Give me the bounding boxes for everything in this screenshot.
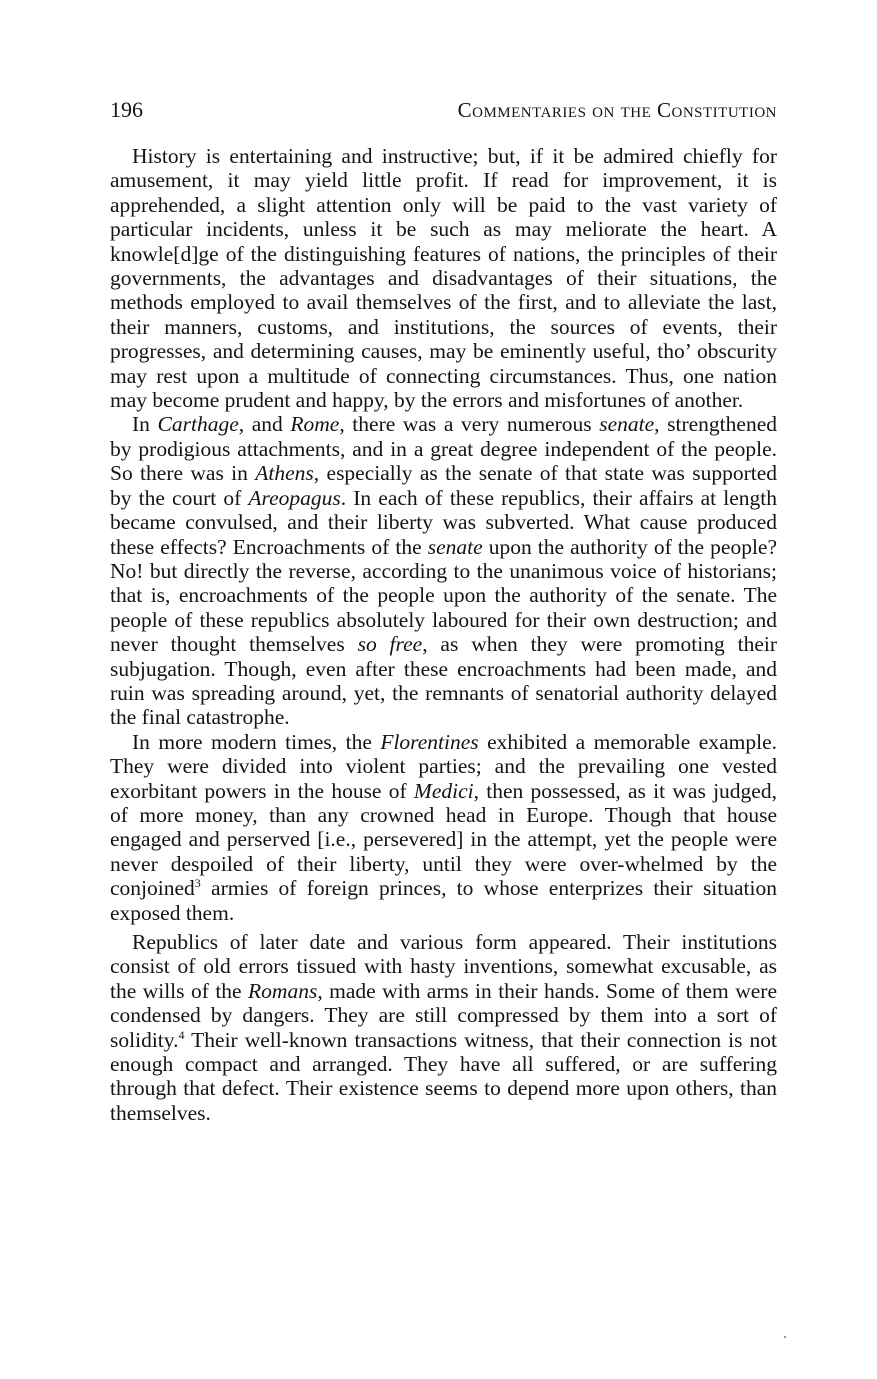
italic-text-run: Athens bbox=[255, 461, 314, 486]
italic-text-run: senate bbox=[599, 412, 655, 437]
scan-speck bbox=[784, 1336, 786, 1338]
text-run: , and bbox=[238, 412, 291, 437]
italic-text-run: Rome bbox=[290, 412, 340, 437]
page-number: 196 bbox=[110, 97, 143, 122]
italic-text-run: senate bbox=[427, 534, 483, 559]
paragraph-1 bbox=[110, 144, 777, 412]
italic-text-run: so free bbox=[357, 632, 423, 657]
body-text bbox=[110, 144, 777, 1125]
italic-text-run: Romans bbox=[248, 978, 318, 1003]
italic-text-run: Florentines bbox=[380, 729, 479, 754]
text-run: History is entertaining and instructive; but, if it be admired chiefly for amusement, it may yield little profit. If read for improvement, it is apprehended, a slight attention only will be paid to the vast variety of particular incidents, unless it be such as may meliorate the heart. A knowle[d]ge of the distinguishing features of nations, the principles of their governments, the advantages and disadvantages of their situations, the methods employed to avail themselves of the first, and to alleviate the last, their manners, customs, and institutions, the sources of events, their progresses, and determining causes, may be eminently useful, tho’ obscurity may rest upon a multitude of connecting circumstances. Thus, one nation may become prudent and happy, by the errors and misfortunes of another. bbox=[110, 144, 777, 413]
text-run: upon the authority of the people? No! but directly the reverse, according to the unanimous voice of historians; that is, encroachments of the people upon the authority of the senate. The people of these republics absolutely laboured for their own destruction; and never thought themselves bbox=[110, 534, 777, 657]
text-run: armies of foreign princes, to whose enterprizes their situation exposed them. bbox=[110, 876, 777, 925]
text-run: , strengthened by prodigious attachments, and in a great degree independent of the people. So there was in bbox=[110, 412, 777, 486]
text-run: , then possessed, as it was judged, of more money, than any crowned head in Europe. Though that house engaged and perserved [i.e., persevered] in the attempt, yet the people were never despoiled of their liberty, until they were over-whelmed by the conjoined bbox=[110, 778, 777, 901]
italic-text-run: Medici bbox=[413, 778, 474, 803]
italic-text-run: Areopagus bbox=[248, 485, 341, 510]
text-run: , there was a very numerous bbox=[339, 412, 600, 437]
running-title: Commentaries on the Constitution bbox=[457, 98, 777, 122]
text-run: , especially as the senate of that state was supported by the court of bbox=[110, 461, 777, 510]
paragraph-2 bbox=[110, 412, 777, 729]
text-run: In more modern times, the bbox=[132, 729, 381, 754]
text-run: Republics of later date and various form appeared. Their institutions consist of old errors tissued with hasty inventions, somewhat excusable, as the wills of the bbox=[110, 930, 777, 1003]
footnote-marker: 4 bbox=[178, 1027, 185, 1042]
paragraph-4 bbox=[110, 930, 777, 1125]
italic-text-run: Carthage bbox=[157, 412, 239, 437]
text-run: . In each of these republics, their affairs at length became convulsed, and their liberty was subverted. What cause produced these effects? Encroachments of the bbox=[110, 485, 777, 559]
text-run: , as when they were promoting their subjugation. Though, even after these encroachments had been made, and ruin was spreading around, yet, the remnants of senatorial authority delayed the final catastrophe. bbox=[110, 632, 777, 730]
footnote-marker: 3 bbox=[194, 876, 201, 891]
text-run: In bbox=[132, 412, 158, 437]
running-head bbox=[110, 95, 777, 125]
text-run: exhibited a memorable example. They were divided into violent parties; and the prevailing one vested exorbitant powers in the house of bbox=[110, 729, 777, 803]
text-run: Their well-known transactions witness, that their connection is not enough compact and arranged. They have all suffered, or are suffering through that defect. Their existence seems to depend more upon others, than themselves. bbox=[110, 1027, 777, 1125]
paragraph-3 bbox=[110, 730, 777, 925]
text-run: , made with arms in their hands. Some of them were condensed by dangers. They are still compressed by them into a sort of solidity. bbox=[110, 978, 777, 1052]
